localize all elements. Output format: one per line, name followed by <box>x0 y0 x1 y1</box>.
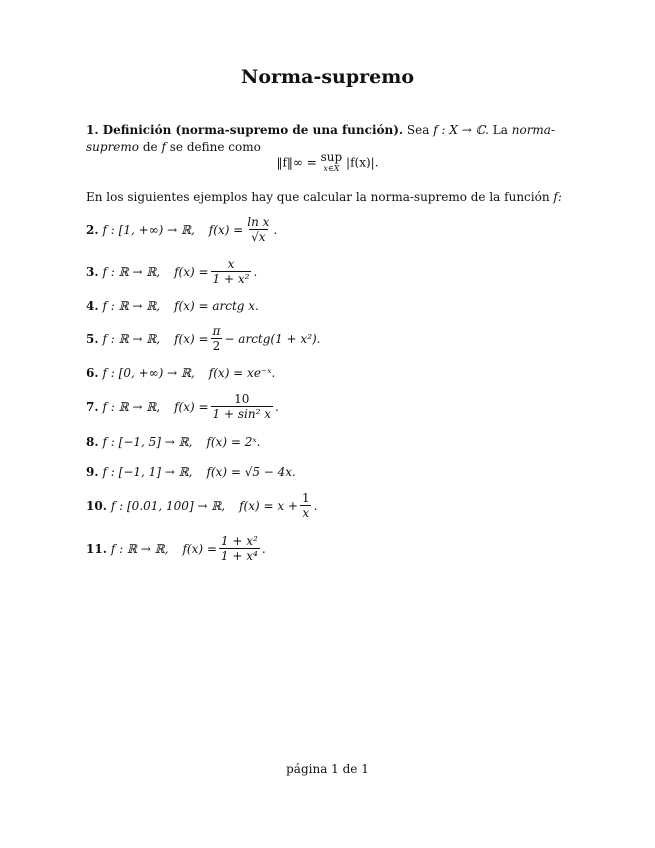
formula-right: |f(x)|. <box>346 155 379 170</box>
formula-left: ‖f‖∞ = <box>276 155 317 170</box>
example-lhs: f(x) = <box>174 332 209 346</box>
fraction-numerator: 1 <box>302 491 310 505</box>
example-4 <box>86 299 259 313</box>
example-expression: f(x) = arctg x. <box>174 299 259 313</box>
example-expression: f(x) = √5 − 4x. <box>206 465 296 479</box>
example-number: 11. <box>86 542 107 556</box>
example-domain: f : [0, +∞) → ℝ, <box>102 366 195 380</box>
example-domain: f : ℝ → ℝ, <box>102 400 161 414</box>
example-number: 4. <box>86 299 99 313</box>
page-title: Norma-supremo <box>240 66 415 88</box>
definition-f: f <box>161 140 166 154</box>
fraction-denominator: √x <box>251 230 266 244</box>
example-2 <box>86 216 277 244</box>
example-expression: f(x) = 2ˣ. <box>206 435 261 449</box>
example-lhs: f(x) = x + <box>239 499 298 513</box>
example-9 <box>86 465 296 479</box>
definition-text-4: se define como <box>169 140 261 154</box>
example-number: 7. <box>86 400 99 414</box>
example-number: 6. <box>86 366 99 380</box>
example-after: . <box>274 400 279 414</box>
fraction-denominator: 1 + x² <box>212 272 250 286</box>
example-lhs: f(x) = <box>174 400 209 414</box>
example-lhs: f(x) = <box>208 223 244 237</box>
example-after: . <box>273 223 278 237</box>
example-fraction <box>211 393 273 421</box>
definition-label: 1. Definición (norma-supremo de una función). <box>86 123 404 137</box>
fraction-numerator: π <box>212 324 221 338</box>
example-lhs: f(x) = <box>182 542 217 556</box>
example-domain: f : ℝ → ℝ, <box>110 542 169 556</box>
example-lhs: f(x) = <box>174 265 209 279</box>
example-domain: f : [−1, 5] → ℝ, <box>102 435 193 449</box>
example-number: 8. <box>86 435 99 449</box>
definition-text-3: de <box>142 140 158 154</box>
example-domain: f : [−1, 1] → ℝ, <box>102 465 193 479</box>
definition-formula <box>0 152 655 174</box>
sup-label: sup <box>320 150 343 164</box>
example-number: 10. <box>86 499 107 513</box>
example-domain: f : [1, +∞) → ℝ, <box>102 223 195 237</box>
example-11 <box>86 535 266 563</box>
example-after: . <box>313 499 318 513</box>
definition-term: norma-supremo <box>86 123 556 154</box>
example-number: 5. <box>86 332 99 346</box>
example-fraction <box>300 492 312 520</box>
fraction-denominator: 1 + sin² x <box>212 407 271 421</box>
example-expression: f(x) = xe⁻ˣ. <box>208 366 276 380</box>
fraction-denominator: 1 + x⁴ <box>220 549 258 563</box>
fraction-numerator: ln x <box>247 215 270 229</box>
example-domain: f : [0.01, 100] → ℝ, <box>110 499 226 513</box>
page-footer: página 1 de 1 <box>286 762 369 776</box>
example-8 <box>86 435 260 449</box>
sup-subscript: x∈X <box>323 164 340 173</box>
example-domain: f : ℝ → ℝ, <box>102 332 161 346</box>
intro-f: f: <box>553 190 562 204</box>
definition-text-2: La <box>492 123 508 137</box>
definition-text-1: Sea <box>406 123 430 137</box>
example-domain: f : ℝ → ℝ, <box>102 265 161 279</box>
fraction-numerator: x <box>227 257 235 271</box>
example-domain: f : ℝ → ℝ, <box>102 299 161 313</box>
fraction-numerator: 10 <box>234 392 250 406</box>
example-number: 2. <box>86 223 99 237</box>
fraction-numerator: 1 + x² <box>220 534 258 548</box>
example-fraction <box>245 216 271 244</box>
example-3 <box>86 258 257 286</box>
example-number: 3. <box>86 265 99 279</box>
example-after: − arctg(1 + x²). <box>224 332 321 346</box>
example-after: . <box>253 265 258 279</box>
definition-map: f : X → ℂ. <box>433 123 489 137</box>
sup-operator <box>321 152 343 174</box>
example-6 <box>86 366 275 380</box>
example-5 <box>86 325 321 353</box>
example-7 <box>86 393 279 421</box>
example-number: 9. <box>86 465 99 479</box>
intro-text: En los siguientes ejemplos hay que calcular la norma-supremo de la función <box>86 190 550 204</box>
fraction-denominator: x <box>302 506 310 520</box>
intro-paragraph <box>86 189 576 206</box>
example-fraction <box>219 535 260 563</box>
example-after: . <box>261 542 266 556</box>
example-fraction <box>211 325 223 353</box>
example-fraction <box>211 258 252 286</box>
fraction-denominator: 2 <box>212 339 221 353</box>
example-10 <box>86 492 317 520</box>
